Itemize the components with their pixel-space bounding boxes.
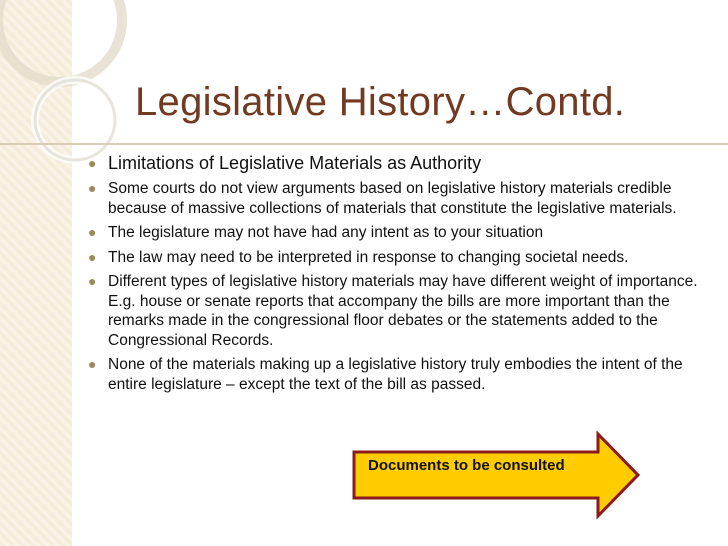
bullet-icon: ● bbox=[88, 248, 97, 265]
arrow-callout-shape bbox=[350, 430, 650, 520]
bullet-icon: ● bbox=[88, 356, 97, 372]
bullet-text: Different types of legislative history materials may have different weight of importance. E.g. house or senate reports that accompany the bills are more important than the remarks made in the congressional floor debates or the statements added to the Congressional Records. bbox=[108, 273, 698, 349]
bullet-icon: ● bbox=[88, 155, 97, 171]
title-divider bbox=[0, 143, 728, 145]
bullet-item bbox=[86, 223, 716, 243]
bullet-text: The law may need to be interpreted in response to changing societal needs. bbox=[108, 248, 629, 266]
bullet-item bbox=[86, 355, 716, 394]
bullet-item bbox=[86, 153, 716, 174]
bullet-item bbox=[86, 272, 716, 350]
bullet-item bbox=[86, 179, 716, 218]
bullet-icon: ● bbox=[88, 180, 97, 196]
bullet-text: The legislature may not have had any intent as to your situation bbox=[108, 224, 544, 241]
bullet-list bbox=[86, 153, 716, 399]
slide-title: Legislative History…Contd. bbox=[135, 80, 626, 124]
bullet-icon: ● bbox=[88, 273, 97, 289]
arrow-callout-label[interactable]: Documents to be consulted bbox=[368, 457, 565, 474]
bullet-text: None of the materials making up a legislative history truly embodies the intent of the entire legislature – except the text of the bill as passed. bbox=[108, 356, 683, 393]
bullet-item bbox=[86, 248, 716, 268]
bullet-text: Limitations of Legislative Materials as Authority bbox=[108, 153, 482, 173]
bullet-icon: ● bbox=[88, 224, 97, 240]
bullet-text: Some courts do not view arguments based on legislative history materials credible because of massive collections of materials that constitute the legislative materials. bbox=[108, 180, 677, 217]
